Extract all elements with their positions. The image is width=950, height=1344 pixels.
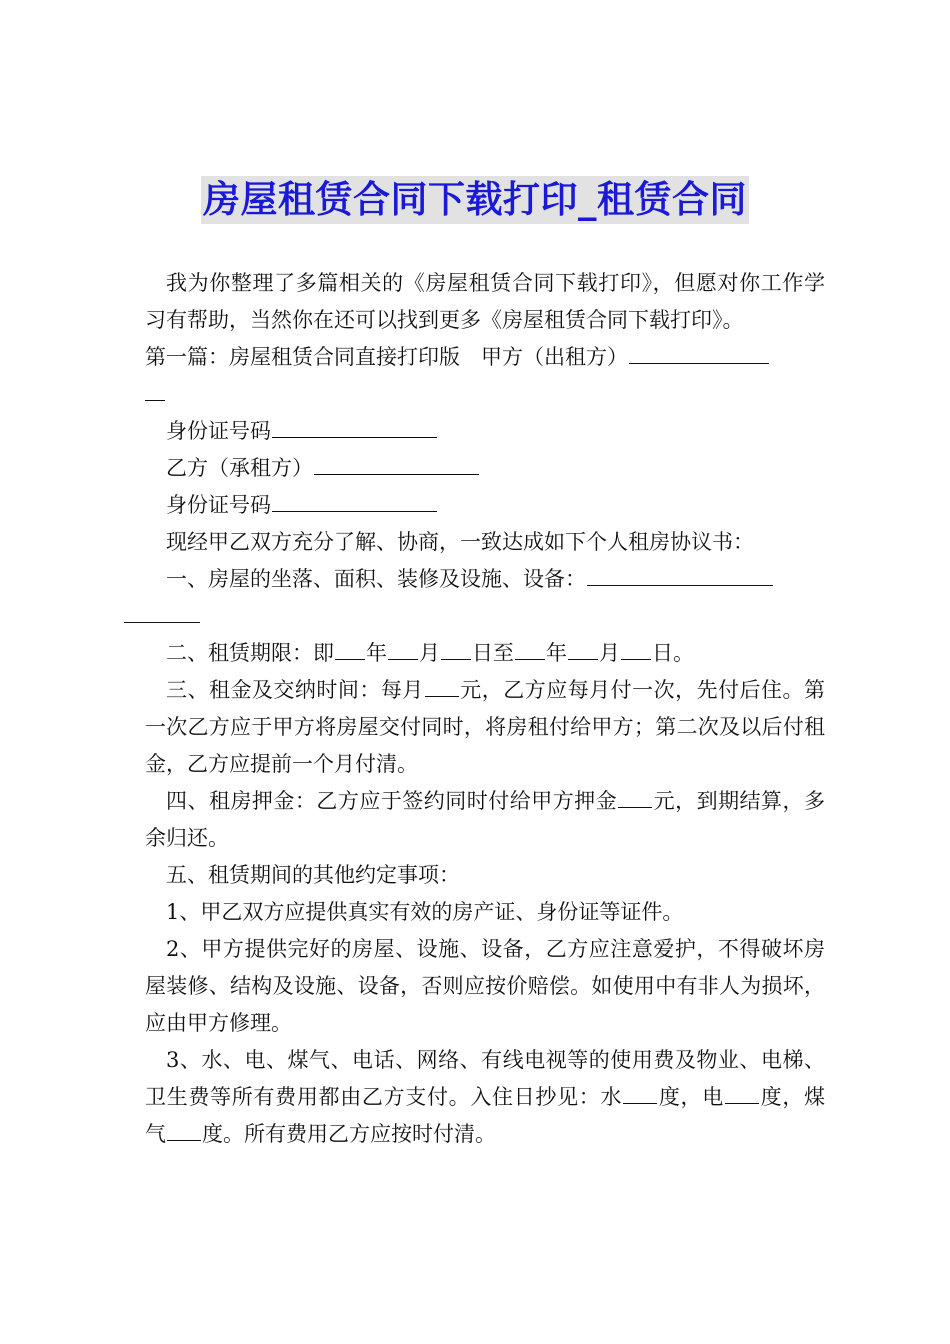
agreement-intro-text: 现经甲乙双方充分了解、协商，一致达成如下个人租房协议书： bbox=[166, 530, 754, 554]
intro-paragraph bbox=[145, 265, 825, 339]
blank-line bbox=[167, 1118, 201, 1141]
title-container bbox=[0, 176, 950, 224]
year-label: 年 bbox=[546, 641, 567, 665]
party-b-line bbox=[145, 450, 825, 487]
clause-1-text: 一、房屋的坐落、面积、装修及设施、设备： bbox=[166, 567, 586, 591]
blank-line bbox=[145, 378, 165, 401]
day-to-label: 日至 bbox=[472, 641, 514, 665]
blank-line bbox=[515, 637, 545, 660]
blank-line bbox=[272, 489, 437, 512]
year-label: 年 bbox=[366, 641, 387, 665]
blank-line bbox=[629, 341, 769, 364]
item-1 bbox=[145, 894, 825, 931]
blank-line bbox=[618, 785, 652, 808]
clause-3-rest: 元，乙方应每月付一次，先付后住。第一次乙方应于甲方将房屋交付同时，将房租付给甲方；第二次及以后付租金，乙方应提前一个月付清。 bbox=[145, 678, 826, 776]
blank-line bbox=[623, 1081, 657, 1104]
party-a-line bbox=[145, 339, 825, 413]
intro-text: 我为你整理了多篇相关的《房屋租赁合同下载打印》，但愿对你工作学习有帮助，当然你在还可以找到更多《房屋租赁合同下载打印》。 bbox=[145, 271, 825, 332]
item-3-end: 度。所有费用乙方应按时付清。 bbox=[202, 1122, 496, 1146]
document-title: 房屋租赁合同下载打印_租赁合同 bbox=[201, 176, 749, 224]
blank-line bbox=[314, 452, 479, 475]
blank-line bbox=[272, 415, 437, 438]
party-b-label: 乙方（承租方） bbox=[166, 456, 313, 480]
month-label: 月 bbox=[419, 641, 440, 665]
party-a-label: 第一篇：房屋租赁合同直接打印版 甲方（出租方） bbox=[145, 345, 628, 369]
clause-5-other bbox=[145, 857, 825, 894]
gas-label: 度，煤气 bbox=[145, 1085, 826, 1146]
electricity-label: 度，电 bbox=[658, 1085, 724, 1109]
party-a-id-label: 身份证号码 bbox=[166, 419, 271, 443]
item-2 bbox=[145, 931, 825, 1042]
clause-4-rest: 元，到期结算，多余归还。 bbox=[145, 789, 826, 850]
blank-line bbox=[587, 563, 773, 586]
blank-line bbox=[335, 637, 365, 660]
blank-line bbox=[568, 637, 598, 660]
item-3 bbox=[145, 1042, 825, 1153]
item-2-text: 2、甲方提供完好的房屋、设施、设备，乙方应注意爱护，不得破坏房屋装修、结构及设施、设备，否则应按价赔偿。如使用中有非人为损坏，应由甲方修理。 bbox=[145, 937, 825, 1035]
day-end-label: 日。 bbox=[652, 641, 694, 665]
clause-3-rent bbox=[145, 672, 825, 783]
party-b-id-line bbox=[145, 487, 825, 524]
blank-line bbox=[388, 637, 418, 660]
clause-1-location bbox=[145, 561, 825, 635]
party-a-id-line bbox=[145, 413, 825, 450]
clause-2-text: 二、租赁期限：即 bbox=[166, 641, 334, 665]
item-1-text: 1、甲乙双方应提供真实有效的房产证、身份证等证件。 bbox=[166, 900, 684, 924]
clause-5-text: 五、租赁期间的其他约定事项： bbox=[166, 863, 460, 887]
clause-4-deposit bbox=[145, 783, 825, 857]
party-b-id-label: 身份证号码 bbox=[166, 493, 271, 517]
document-body bbox=[145, 265, 825, 1153]
blank-line bbox=[441, 637, 471, 660]
clause-4-text: 四、租房押金：乙方应于签约同时付给甲方押金 bbox=[166, 789, 618, 813]
blank-line bbox=[425, 674, 459, 697]
clause-2-term bbox=[145, 635, 825, 672]
blank-line bbox=[725, 1081, 759, 1104]
month-label: 月 bbox=[599, 641, 620, 665]
item-3-text: 3、水、电、煤气、电话、网络、有线电视等的使用费及物业、电梯、卫生费等所有费用都由乙方支付。入住日抄见：水 bbox=[145, 1048, 825, 1109]
blank-line bbox=[124, 600, 200, 623]
clause-3-text: 三、租金及交纳时间：每月 bbox=[166, 678, 424, 702]
blank-line bbox=[621, 637, 651, 660]
agreement-intro bbox=[145, 524, 825, 561]
